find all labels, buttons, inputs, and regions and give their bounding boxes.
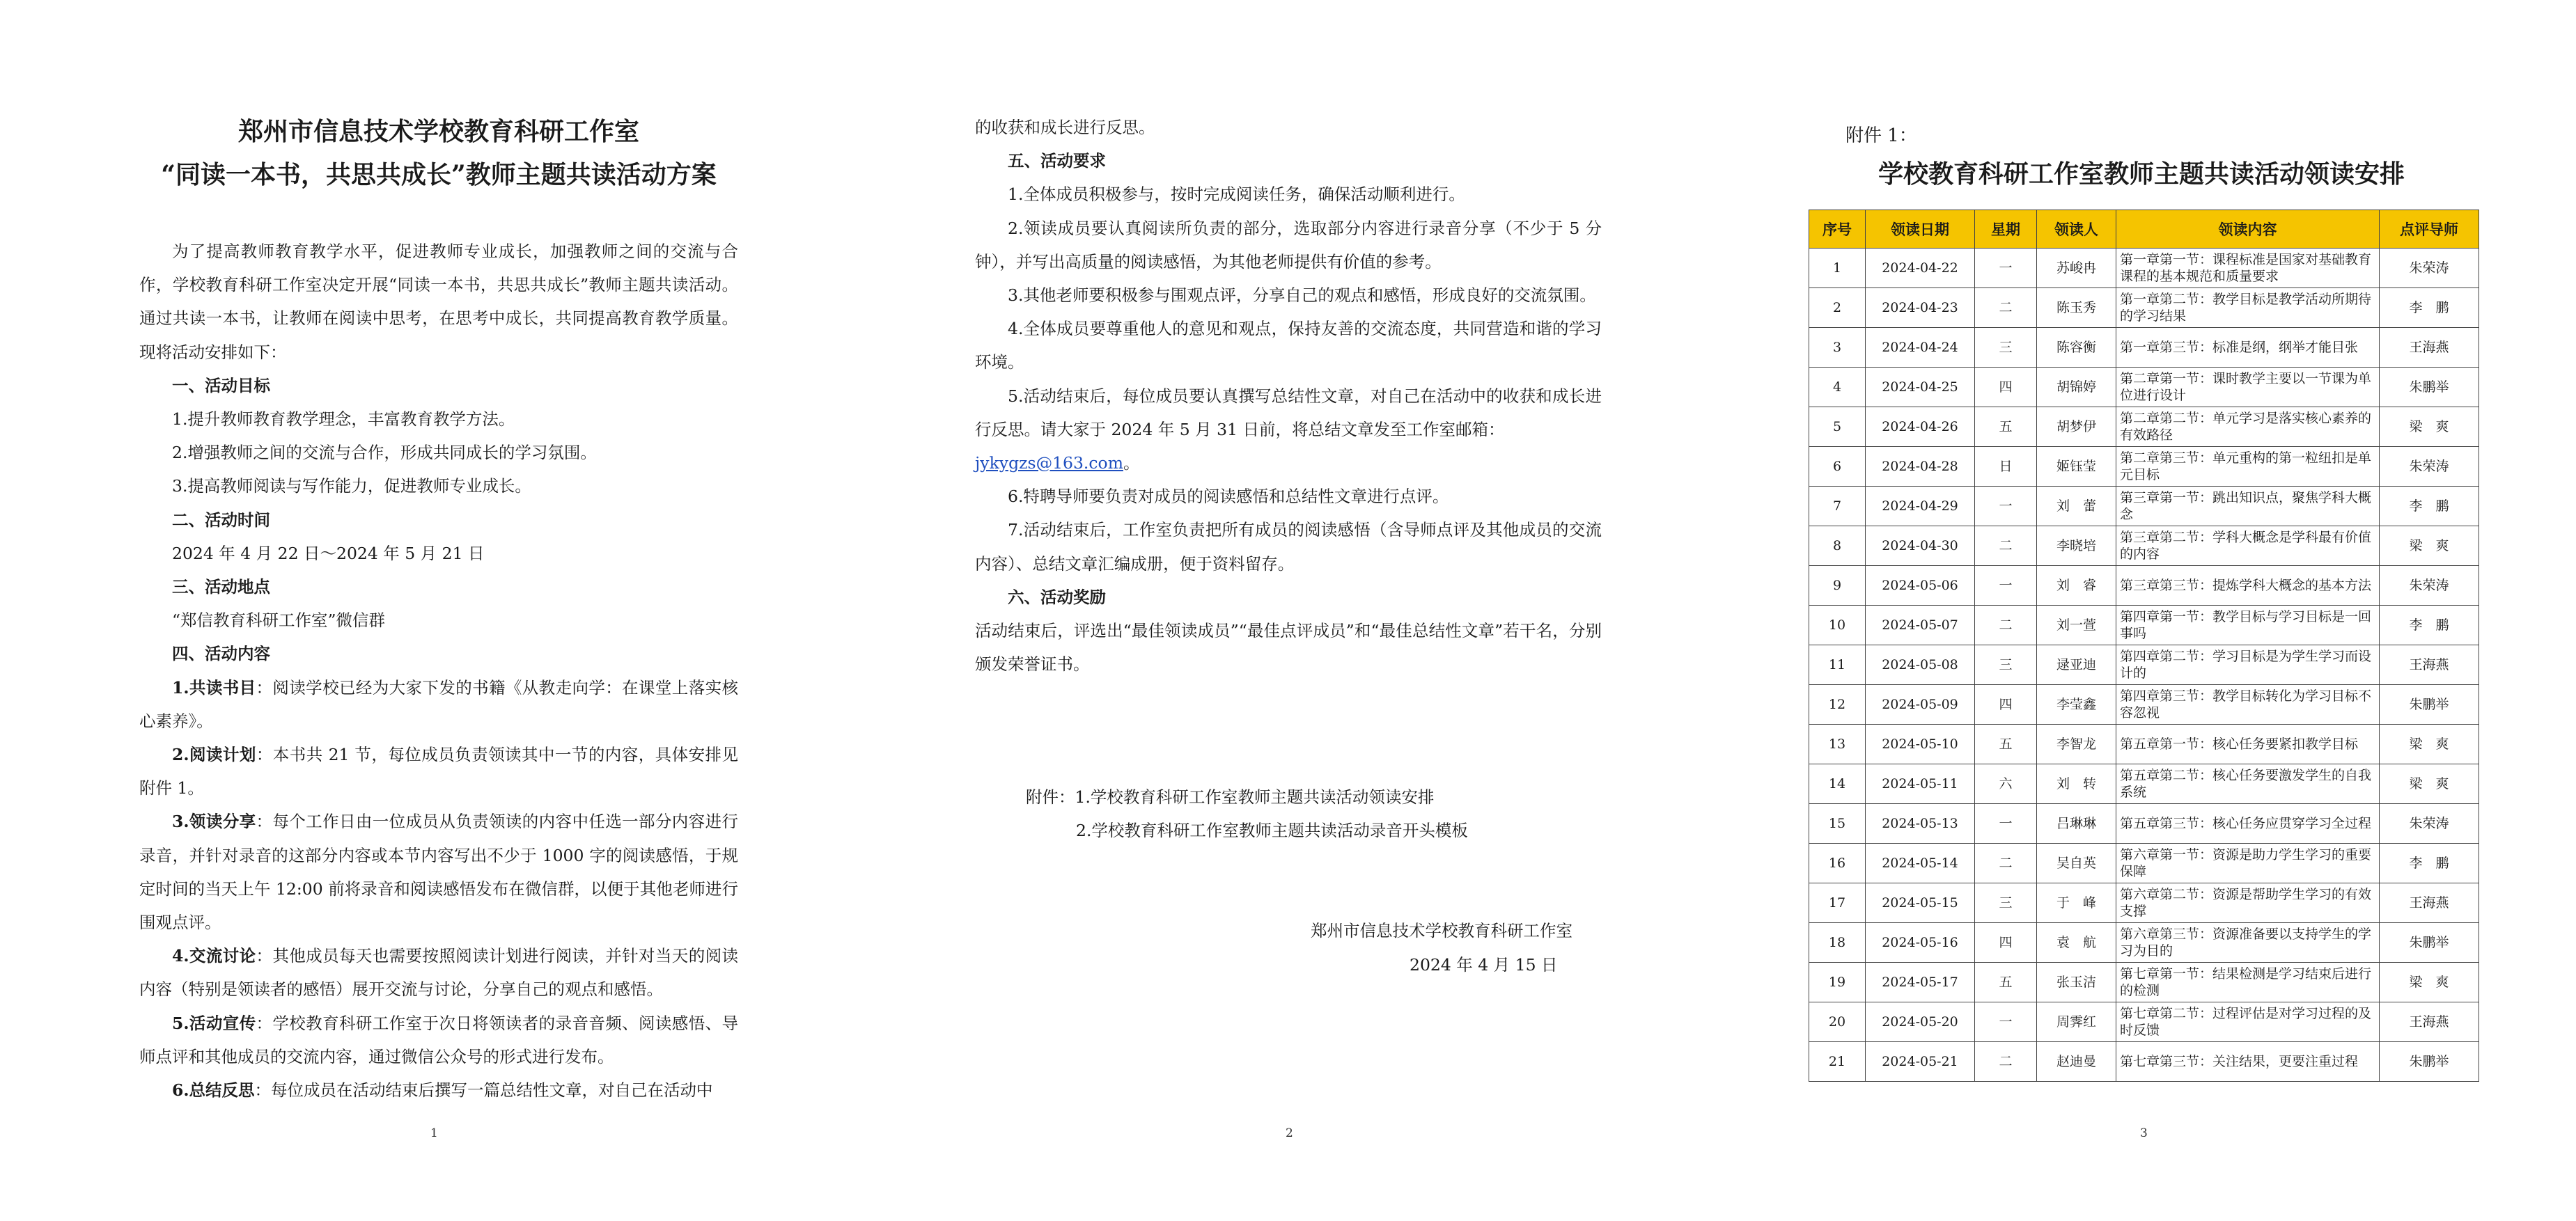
row-index-cell: 8: [1809, 526, 1866, 566]
row-index-cell: 17: [1809, 883, 1866, 923]
signature-date: 2024 年 4 月 15 日: [1410, 955, 1558, 975]
table-row: [1809, 487, 2479, 526]
reading-date-cell: 2024-04-30: [1866, 526, 1975, 566]
reader-name-cell: 胡梦伊: [2037, 407, 2116, 447]
reviewer-name-cell: 朱鹏举: [2380, 368, 2479, 407]
reviewer-name-cell: 梁 爽: [2380, 526, 2479, 566]
table-row: [1809, 566, 2479, 606]
column-header: 点评导师: [2380, 210, 2479, 249]
reviewer-name-cell: 梁 爽: [2380, 963, 2479, 1002]
content-item-reflection: [139, 1073, 738, 1107]
reading-content-cell: 第五章第一节：核心任务要紧扣教学目标: [2116, 725, 2380, 764]
weekday-cell: 二: [1975, 288, 2037, 328]
reading-content-cell: 第一章第一节：课程标准是国家对基础教育课程的基本规范和质量要求: [2116, 249, 2380, 288]
reading-schedule-table: [1809, 210, 2479, 1082]
table-row: [1809, 923, 2479, 963]
goal-item: 2.增强教师之间的交流与合作，形成共同成长的学习氛围。: [172, 443, 597, 463]
row-index-cell: 5: [1809, 407, 1866, 447]
weekday-cell: 五: [1975, 963, 2037, 1002]
email-suffix: 。: [1123, 453, 1140, 473]
weekday-cell: 一: [1975, 487, 2037, 526]
table-row: [1809, 645, 2479, 685]
page-number: 2: [1286, 1126, 1293, 1140]
reviewer-name-cell: 李 鹏: [2380, 288, 2479, 328]
reading-content-cell: 第六章第三节：资源准备要以支持学生的学习为目的: [2116, 923, 2380, 963]
goal-item: 1.提升教师教育教学理念，丰富教育教学方法。: [172, 409, 515, 430]
column-header: 星期: [1975, 210, 2037, 249]
row-index-cell: 6: [1809, 447, 1866, 487]
reading-content-cell: 第七章第三节：关注结果，更要注重过程: [2116, 1042, 2380, 1082]
continuation-text: 的收获和成长进行反思。: [975, 118, 1155, 137]
requirement-item: 6.特聘导师要负责对成员的阅读感悟和总结性文章进行点评。: [1008, 487, 1449, 507]
reading-content-cell: 第四章第二节：学习目标是为学生学习而设计的: [2116, 645, 2380, 685]
reading-content-cell: 第一章第三节：标准是纲，纲举才能目张: [2116, 328, 2380, 368]
reviewer-name-cell: 王海燕: [2380, 883, 2479, 923]
reading-content-cell: 第二章第二节：单元学习是落实核心素养的有效路径: [2116, 407, 2380, 447]
row-index-cell: 10: [1809, 606, 1866, 645]
table-row: [1809, 804, 2479, 844]
reading-date-cell: 2024-05-17: [1866, 963, 1975, 1002]
row-index-cell: 16: [1809, 844, 1866, 883]
document-title-org: 郑州市信息技术学校教育科研工作室: [237, 117, 639, 146]
reader-name-cell: 姬钰莹: [2037, 447, 2116, 487]
table-row: [1809, 764, 2479, 804]
requirement-item: 2.领读成员要认真阅读所负责的部分，选取部分内容进行录音分享（不少于 5 分钟），并写出高质量的阅读感悟，为其他老师提供有价值的参考。: [975, 218, 1602, 271]
weekday-cell: 一: [1975, 804, 2037, 844]
reader-name-cell: 刘 蕾: [2037, 487, 2116, 526]
reading-date-cell: 2024-05-07: [1866, 606, 1975, 645]
reader-name-cell: 吴自英: [2037, 844, 2116, 883]
schedule-title: 学校教育科研工作室教师主题共读活动领读安排: [1878, 159, 2405, 189]
row-index-cell: 3: [1809, 328, 1866, 368]
row-index-cell: 7: [1809, 487, 1866, 526]
table-row: [1809, 606, 2479, 645]
row-index-cell: 20: [1809, 1002, 1866, 1042]
table-row: [1809, 407, 2479, 447]
reading-date-cell: 2024-05-14: [1866, 844, 1975, 883]
section-heading-time: 二、活动时间: [172, 510, 270, 530]
reader-name-cell: 袁 航: [2037, 923, 2116, 963]
reader-name-cell: 苏峻冉: [2037, 249, 2116, 288]
reader-name-cell: 于 峰: [2037, 883, 2116, 923]
reader-name-cell: 胡锦婷: [2037, 368, 2116, 407]
reading-content-cell: 第一章第二节：教学目标是教学活动所期待的学习结果: [2116, 288, 2380, 328]
attachment-label: 附件 1：: [1845, 125, 1917, 146]
table-row: [1809, 288, 2479, 328]
content-item-plan: [139, 738, 738, 805]
content-item-text: ：学校教育科研工作室于次日将领读者的录音音频、阅读感悟、导师点评和其他成员的交流内容，通过微信公众号的形式进行发布。: [139, 1013, 738, 1066]
weekday-cell: 二: [1975, 1042, 2037, 1082]
section-heading-requirements: 五、活动要求: [1008, 151, 1106, 171]
content-item-share: [139, 805, 738, 939]
reading-date-cell: 2024-05-08: [1866, 645, 1975, 685]
reader-name-cell: 吕琳琳: [2037, 804, 2116, 844]
weekday-cell: 一: [1975, 249, 2037, 288]
table-row: [1809, 249, 2479, 288]
table-row: [1809, 883, 2479, 923]
table-row: [1809, 685, 2479, 725]
page-number: 1: [430, 1126, 438, 1140]
page-2: [975, 0, 1602, 1221]
reading-date-cell: 2024-05-21: [1866, 1042, 1975, 1082]
reading-date-cell: 2024-05-09: [1866, 685, 1975, 725]
table-row: [1809, 844, 2479, 883]
requirement-item: 3.其他老师要积极参与围观点评，分享自己的观点和感悟，形成良好的交流氛围。: [1008, 285, 1596, 306]
reviewer-name-cell: 王海燕: [2380, 645, 2479, 685]
reading-date-cell: 2024-05-11: [1866, 764, 1975, 804]
reading-date-cell: 2024-04-29: [1866, 487, 1975, 526]
content-item-label: 3.领读分享: [172, 812, 256, 832]
reviewer-name-cell: 李 鹏: [2380, 487, 2479, 526]
section-heading-place: 三、活动地点: [172, 577, 270, 597]
row-index-cell: 1: [1809, 249, 1866, 288]
page-number: 3: [2140, 1126, 2148, 1140]
requirement-item: 1.全体成员积极参与，按时完成阅读任务，确保活动顺利进行。: [1008, 184, 1465, 205]
reader-name-cell: 赵迪曼: [2037, 1042, 2116, 1082]
reading-content-cell: 第三章第二节：学科大概念是学科最有价值的内容: [2116, 526, 2380, 566]
section-heading-goals: 一、活动目标: [172, 375, 270, 395]
reading-date-cell: 2024-05-15: [1866, 883, 1975, 923]
weekday-cell: 三: [1975, 328, 2037, 368]
reading-date-cell: 2024-04-24: [1866, 328, 1975, 368]
goal-item: 3.提高教师阅读与写作能力，促进教师专业成长。: [172, 476, 531, 496]
reader-name-cell: 周霁红: [2037, 1002, 2116, 1042]
row-index-cell: 18: [1809, 923, 1866, 963]
reader-name-cell: 李晓培: [2037, 526, 2116, 566]
section-heading-content: 四、活动内容: [172, 644, 270, 664]
page-2-body: [975, 111, 1602, 681]
column-header: 领读日期: [1866, 210, 1975, 249]
reading-content-cell: 第五章第三节：核心任务应贯穿学习全过程: [2116, 804, 2380, 844]
reading-date-cell: 2024-04-25: [1866, 368, 1975, 407]
table-row: [1809, 725, 2479, 764]
section-heading-rewards: 六、活动奖励: [1008, 587, 1106, 607]
reading-date-cell: 2024-05-20: [1866, 1002, 1975, 1042]
weekday-cell: 二: [1975, 606, 2037, 645]
reviewer-name-cell: 朱荣涛: [2380, 249, 2479, 288]
signature-organization: 郑州市信息技术学校教育科研工作室: [1311, 921, 1572, 940]
weekday-cell: 五: [1975, 725, 2037, 764]
row-index-cell: 2: [1809, 288, 1866, 328]
content-item-text: ：本书共 21 节，每位成员负责领读其中一节的内容，具体安排见附件 1。: [139, 745, 738, 798]
weekday-cell: 四: [1975, 685, 2037, 725]
reader-name-cell: 刘 睿: [2037, 566, 2116, 606]
reader-name-cell: 刘一萱: [2037, 606, 2116, 645]
table-row: [1809, 1042, 2479, 1082]
reading-content-cell: 第二章第三节：单元重构的第一粒纽扣是单元目标: [2116, 447, 2380, 487]
reader-name-cell: 陈容衡: [2037, 328, 2116, 368]
table-row: [1809, 963, 2479, 1002]
reader-name-cell: 逯亚迪: [2037, 645, 2116, 685]
reviewer-name-cell: 朱鹏举: [2380, 1042, 2479, 1082]
requirement-item: 5.活动结束后，每位成员要认真撰写总结性文章，对自己在活动中的收获和成长进行反思。请大家于 2024 年 5 月 31 日前，将总结文章发至工作室邮箱：: [975, 386, 1602, 439]
content-item-discussion: [139, 939, 738, 1006]
reading-content-cell: 第六章第二节：资源是帮助学生学习的有效支撑: [2116, 883, 2380, 923]
reading-content-cell: 第四章第三节：教学目标转化为学习目标不容忽视: [2116, 685, 2380, 725]
reader-name-cell: 李智龙: [2037, 725, 2116, 764]
table-body: [1809, 249, 2479, 1082]
attachment-line-2: 2.学校教育科研工作室教师主题共读活动录音开头模板: [1076, 821, 1468, 840]
content-item-text: ：阅读学校已经为大家下发的书籍《从教走向学：在课堂上落实核心素养》。: [139, 677, 738, 731]
row-index-cell: 11: [1809, 645, 1866, 685]
content-item-label: 6.总结反思: [172, 1080, 255, 1101]
weekday-cell: 三: [1975, 645, 2037, 685]
weekday-cell: 日: [1975, 447, 2037, 487]
content-item-label: 2.阅读计划: [172, 745, 256, 765]
table-row: [1809, 447, 2479, 487]
content-item-text: ：每个工作日由一位成员从负责领读的内容中任选一部分内容进行录音，并针对录音的这部分内容或本节内容写出不少于 1000 字的阅读感悟，于规定时间的当天上午 12:00 前将录音和阅读感悟发布在微信群，以便于其他老师进行围观点评。: [139, 812, 738, 933]
weekday-cell: 一: [1975, 1002, 2037, 1042]
email-link[interactable]: jykygzs@163.com: [975, 453, 1123, 473]
activity-place: “郑信教育科研工作室”微信群: [172, 610, 386, 631]
reading-content-cell: 第七章第一节：结果检测是学习结束后进行的检测: [2116, 963, 2380, 1002]
reader-name-cell: 李莹鑫: [2037, 685, 2116, 725]
reading-content-cell: 第二章第一节：课时教学主要以一节课为单位进行设计: [2116, 368, 2380, 407]
reviewer-name-cell: 王海燕: [2380, 328, 2479, 368]
content-item-label: 5.活动宣传: [172, 1013, 256, 1033]
column-header: 序号: [1809, 210, 1866, 249]
attachment-line-1: 附件：1.学校教育科研工作室教师主题共读活动领读安排: [1026, 787, 1435, 807]
row-index-cell: 15: [1809, 804, 1866, 844]
reviewer-name-cell: 梁 爽: [2380, 764, 2479, 804]
reading-date-cell: 2024-04-23: [1866, 288, 1975, 328]
reader-name-cell: 张玉洁: [2037, 963, 2116, 1002]
reading-content-cell: 第七章第二节：过程评估是对学习过程的及时反馈: [2116, 1002, 2380, 1042]
reader-name-cell: 刘 转: [2037, 764, 2116, 804]
document-title-block: [139, 110, 738, 196]
reviewer-name-cell: 朱荣涛: [2380, 566, 2479, 606]
page-1-body: [139, 235, 738, 1107]
reading-date-cell: 2024-05-13: [1866, 804, 1975, 844]
reading-content-cell: 第五章第二节：核心任务要激发学生的自我系统: [2116, 764, 2380, 804]
reviewer-name-cell: 梁 爽: [2380, 407, 2479, 447]
email-line: [975, 446, 1602, 480]
content-item-book: [139, 671, 738, 738]
reading-content-cell: 第四章第一节：教学目标与学习目标是一回事吗: [2116, 606, 2380, 645]
row-index-cell: 13: [1809, 725, 1866, 764]
weekday-cell: 一: [1975, 566, 2037, 606]
weekday-cell: 五: [1975, 407, 2037, 447]
reviewer-name-cell: 李 鹏: [2380, 844, 2479, 883]
row-index-cell: 4: [1809, 368, 1866, 407]
reviewer-name-cell: 李 鹏: [2380, 606, 2479, 645]
row-index-cell: 9: [1809, 566, 1866, 606]
reading-content-cell: 第三章第三节：提炼学科大概念的基本方法: [2116, 566, 2380, 606]
reading-content-cell: 第三章第一节：跳出知识点，聚焦学科大概念: [2116, 487, 2380, 526]
weekday-cell: 二: [1975, 844, 2037, 883]
reading-date-cell: 2024-05-16: [1866, 923, 1975, 963]
activity-time: 2024 年 4 月 22 日～2024 年 5 月 21 日: [172, 543, 485, 563]
reading-date-cell: 2024-05-10: [1866, 725, 1975, 764]
weekday-cell: 二: [1975, 526, 2037, 566]
document-title-main: “同读一本书，共思共成长”教师主题共读活动方案: [161, 160, 717, 189]
intro-paragraph: 为了提高教师教育教学水平，促进教师专业成长，加强教师之间的交流与合作，学校教育科研工作室决定开展“同读一本书，共思共成长”教师主题共读活动。通过共读一本书，让教师在阅读中思考，在思考中成长，共同提高教育教学质量。现将活动安排如下：: [139, 242, 738, 362]
weekday-cell: 四: [1975, 923, 2037, 963]
row-index-cell: 14: [1809, 764, 1866, 804]
content-item-label: 4.交流讨论: [172, 946, 256, 966]
weekday-cell: 三: [1975, 883, 2037, 923]
requirement-item: 7.活动结束后，工作室负责把所有成员的阅读感悟（含导师点评及其他成员的交流内容）、总结文章汇编成册，便于资料留存。: [975, 520, 1602, 574]
reading-date-cell: 2024-04-22: [1866, 249, 1975, 288]
reviewer-name-cell: 王海燕: [2380, 1002, 2479, 1042]
content-item-text: ：每位成员在活动结束后撰写一篇总结性文章，对自己在活动中: [254, 1080, 713, 1101]
reading-date-cell: 2024-04-26: [1866, 407, 1975, 447]
content-item-text: ：其他成员每天也需要按照阅读计划进行阅读，并针对当天的阅读内容（特别是领读者的感悟）展开交流与讨论，分享自己的观点和感悟。: [139, 946, 738, 1000]
page-3: [1804, 0, 2479, 1221]
column-header: 领读人: [2037, 210, 2116, 249]
requirement-item: 4.全体成员要尊重他人的意见和观点，保持友善的交流态度，共同营造和谐的学习环境。: [975, 319, 1602, 372]
reader-name-cell: 陈玉秀: [2037, 288, 2116, 328]
reading-content-cell: 第六章第一节：资源是助力学生学习的重要保障: [2116, 844, 2380, 883]
reviewer-name-cell: 梁 爽: [2380, 725, 2479, 764]
table-header-row: [1809, 210, 2479, 249]
table-row: [1809, 1002, 2479, 1042]
page-1: [139, 0, 738, 1221]
content-item-label: 1.共读书目: [172, 677, 256, 698]
weekday-cell: 四: [1975, 368, 2037, 407]
table-row: [1809, 328, 2479, 368]
reviewer-name-cell: 朱鹏举: [2380, 923, 2479, 963]
reading-date-cell: 2024-05-06: [1866, 566, 1975, 606]
column-header: 领读内容: [2116, 210, 2380, 249]
reviewer-name-cell: 朱荣涛: [2380, 447, 2479, 487]
reviewer-name-cell: 朱鹏举: [2380, 685, 2479, 725]
content-item-publicity: [139, 1007, 738, 1073]
weekday-cell: 六: [1975, 764, 2037, 804]
reward-text: 活动结束后，评选出“最佳领读成员”“最佳点评成员”和“最佳总结性文章”若干名，分别颁发荣誉证书。: [975, 621, 1602, 675]
reviewer-name-cell: 朱荣涛: [2380, 804, 2479, 844]
table-row: [1809, 526, 2479, 566]
row-index-cell: 12: [1809, 685, 1866, 725]
row-index-cell: 21: [1809, 1042, 1866, 1082]
row-index-cell: 19: [1809, 963, 1866, 1002]
reading-date-cell: 2024-04-28: [1866, 447, 1975, 487]
table-row: [1809, 368, 2479, 407]
